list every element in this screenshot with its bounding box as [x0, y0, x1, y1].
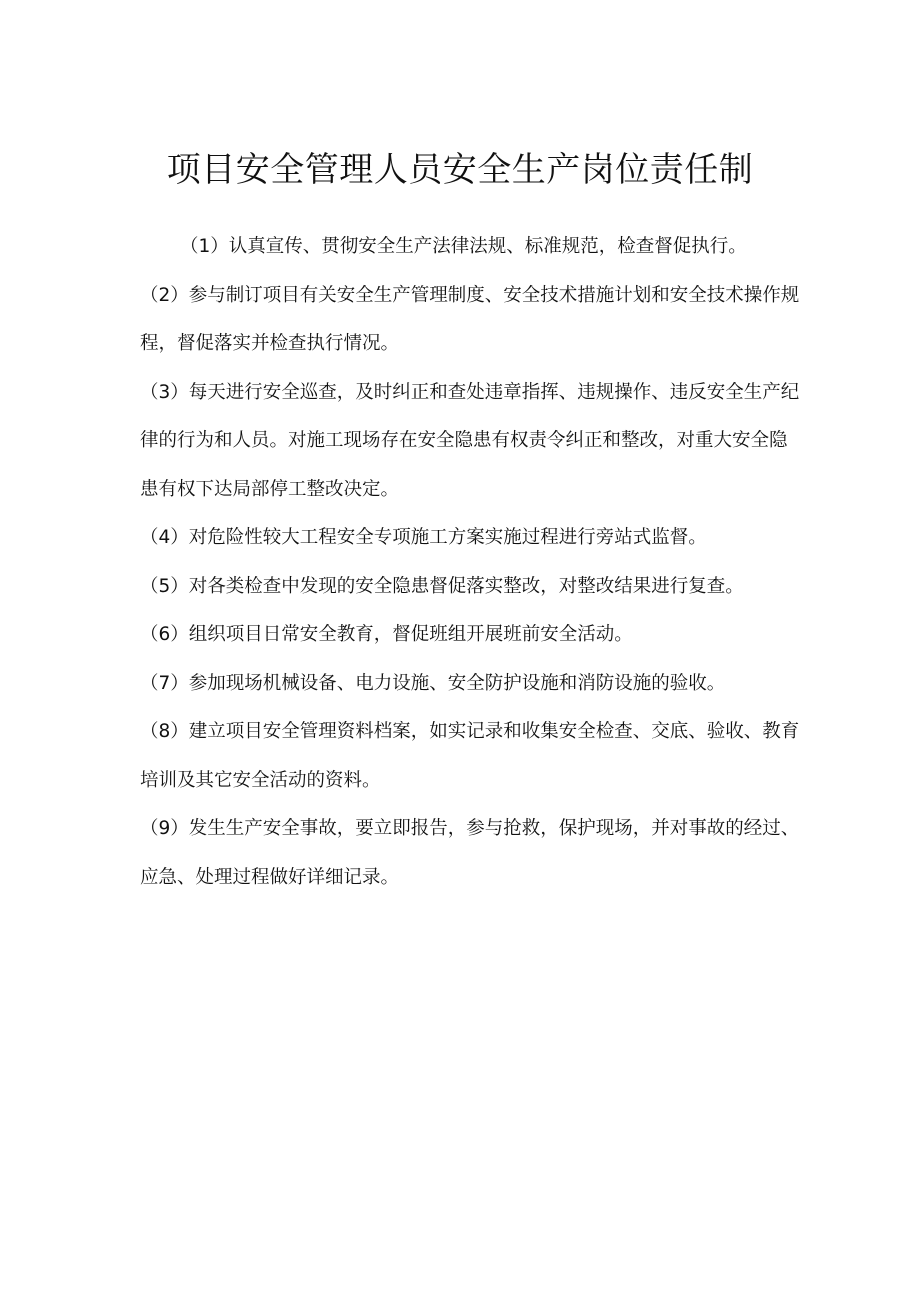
- paragraph-7: [140, 660, 800, 709]
- paragraph-number: （4）: [140, 527, 189, 548]
- paragraph-4: [140, 514, 800, 563]
- paragraph-text: 对危险性较大工程安全专项施工方案实施过程进行旁站式监督。: [188, 527, 707, 548]
- paragraph-number: （1）: [180, 236, 229, 257]
- paragraph-text: 参加现场机械设备、电力设施、安全防护设施和消防设施的验收。: [188, 672, 726, 694]
- paragraph-5: [140, 563, 800, 612]
- paragraph-text: 认真宣传、贯彻安全生产法律法规、标准规范，检查督促执行。: [228, 236, 747, 257]
- document-body: [140, 223, 800, 902]
- paragraph-9: [140, 805, 800, 902]
- document-title: 项目安全管理人员安全生产岗位责任制: [166, 150, 754, 190]
- paragraph-2: [140, 272, 800, 369]
- paragraph-text: 参与制订项目有关安全生产管理制度、安全技术措施计划和安全技术操作规程，督促落实并检查执行情况。: [140, 284, 800, 354]
- paragraph-number: （7）: [140, 672, 189, 694]
- paragraph-6: [140, 611, 800, 660]
- paragraph-number: （5）: [140, 575, 189, 597]
- paragraph-number: （3）: [140, 381, 189, 403]
- paragraph-text: 发生生产安全事故，要立即报告，参与抢救，保护现场，并对事故的经过、应急、处理过程做好详细记录。: [140, 818, 800, 888]
- paragraph-3: [140, 369, 800, 515]
- paragraph-text: 建立项目安全管理资料档案，如实记录和收集安全检查、交底、验收、教育培训及其它安全活动的资料。: [140, 721, 800, 791]
- paragraph-number: （6）: [140, 624, 189, 645]
- paragraph-number: （8）: [140, 721, 189, 742]
- paragraph-text: 对各类检查中发现的安全隐患督促落实整改，对整改结果进行复查。: [188, 575, 744, 597]
- paragraph-text: 组织项目日常安全教育，督促班组开展班前安全活动。: [188, 624, 633, 645]
- paragraph-number: （2）: [140, 284, 189, 306]
- paragraph-number: （9）: [140, 818, 189, 839]
- paragraph-text: 每天进行安全巡查，及时纠正和查处违章指挥、违规操作、违反安全生产纪律的行为和人员。对施工现场存在安全隐患有权责令纠正和整改，对重大安全隐患有权下达局部停工整改决定。: [140, 381, 800, 500]
- paragraph-1: [140, 223, 800, 272]
- paragraph-8: [140, 708, 800, 805]
